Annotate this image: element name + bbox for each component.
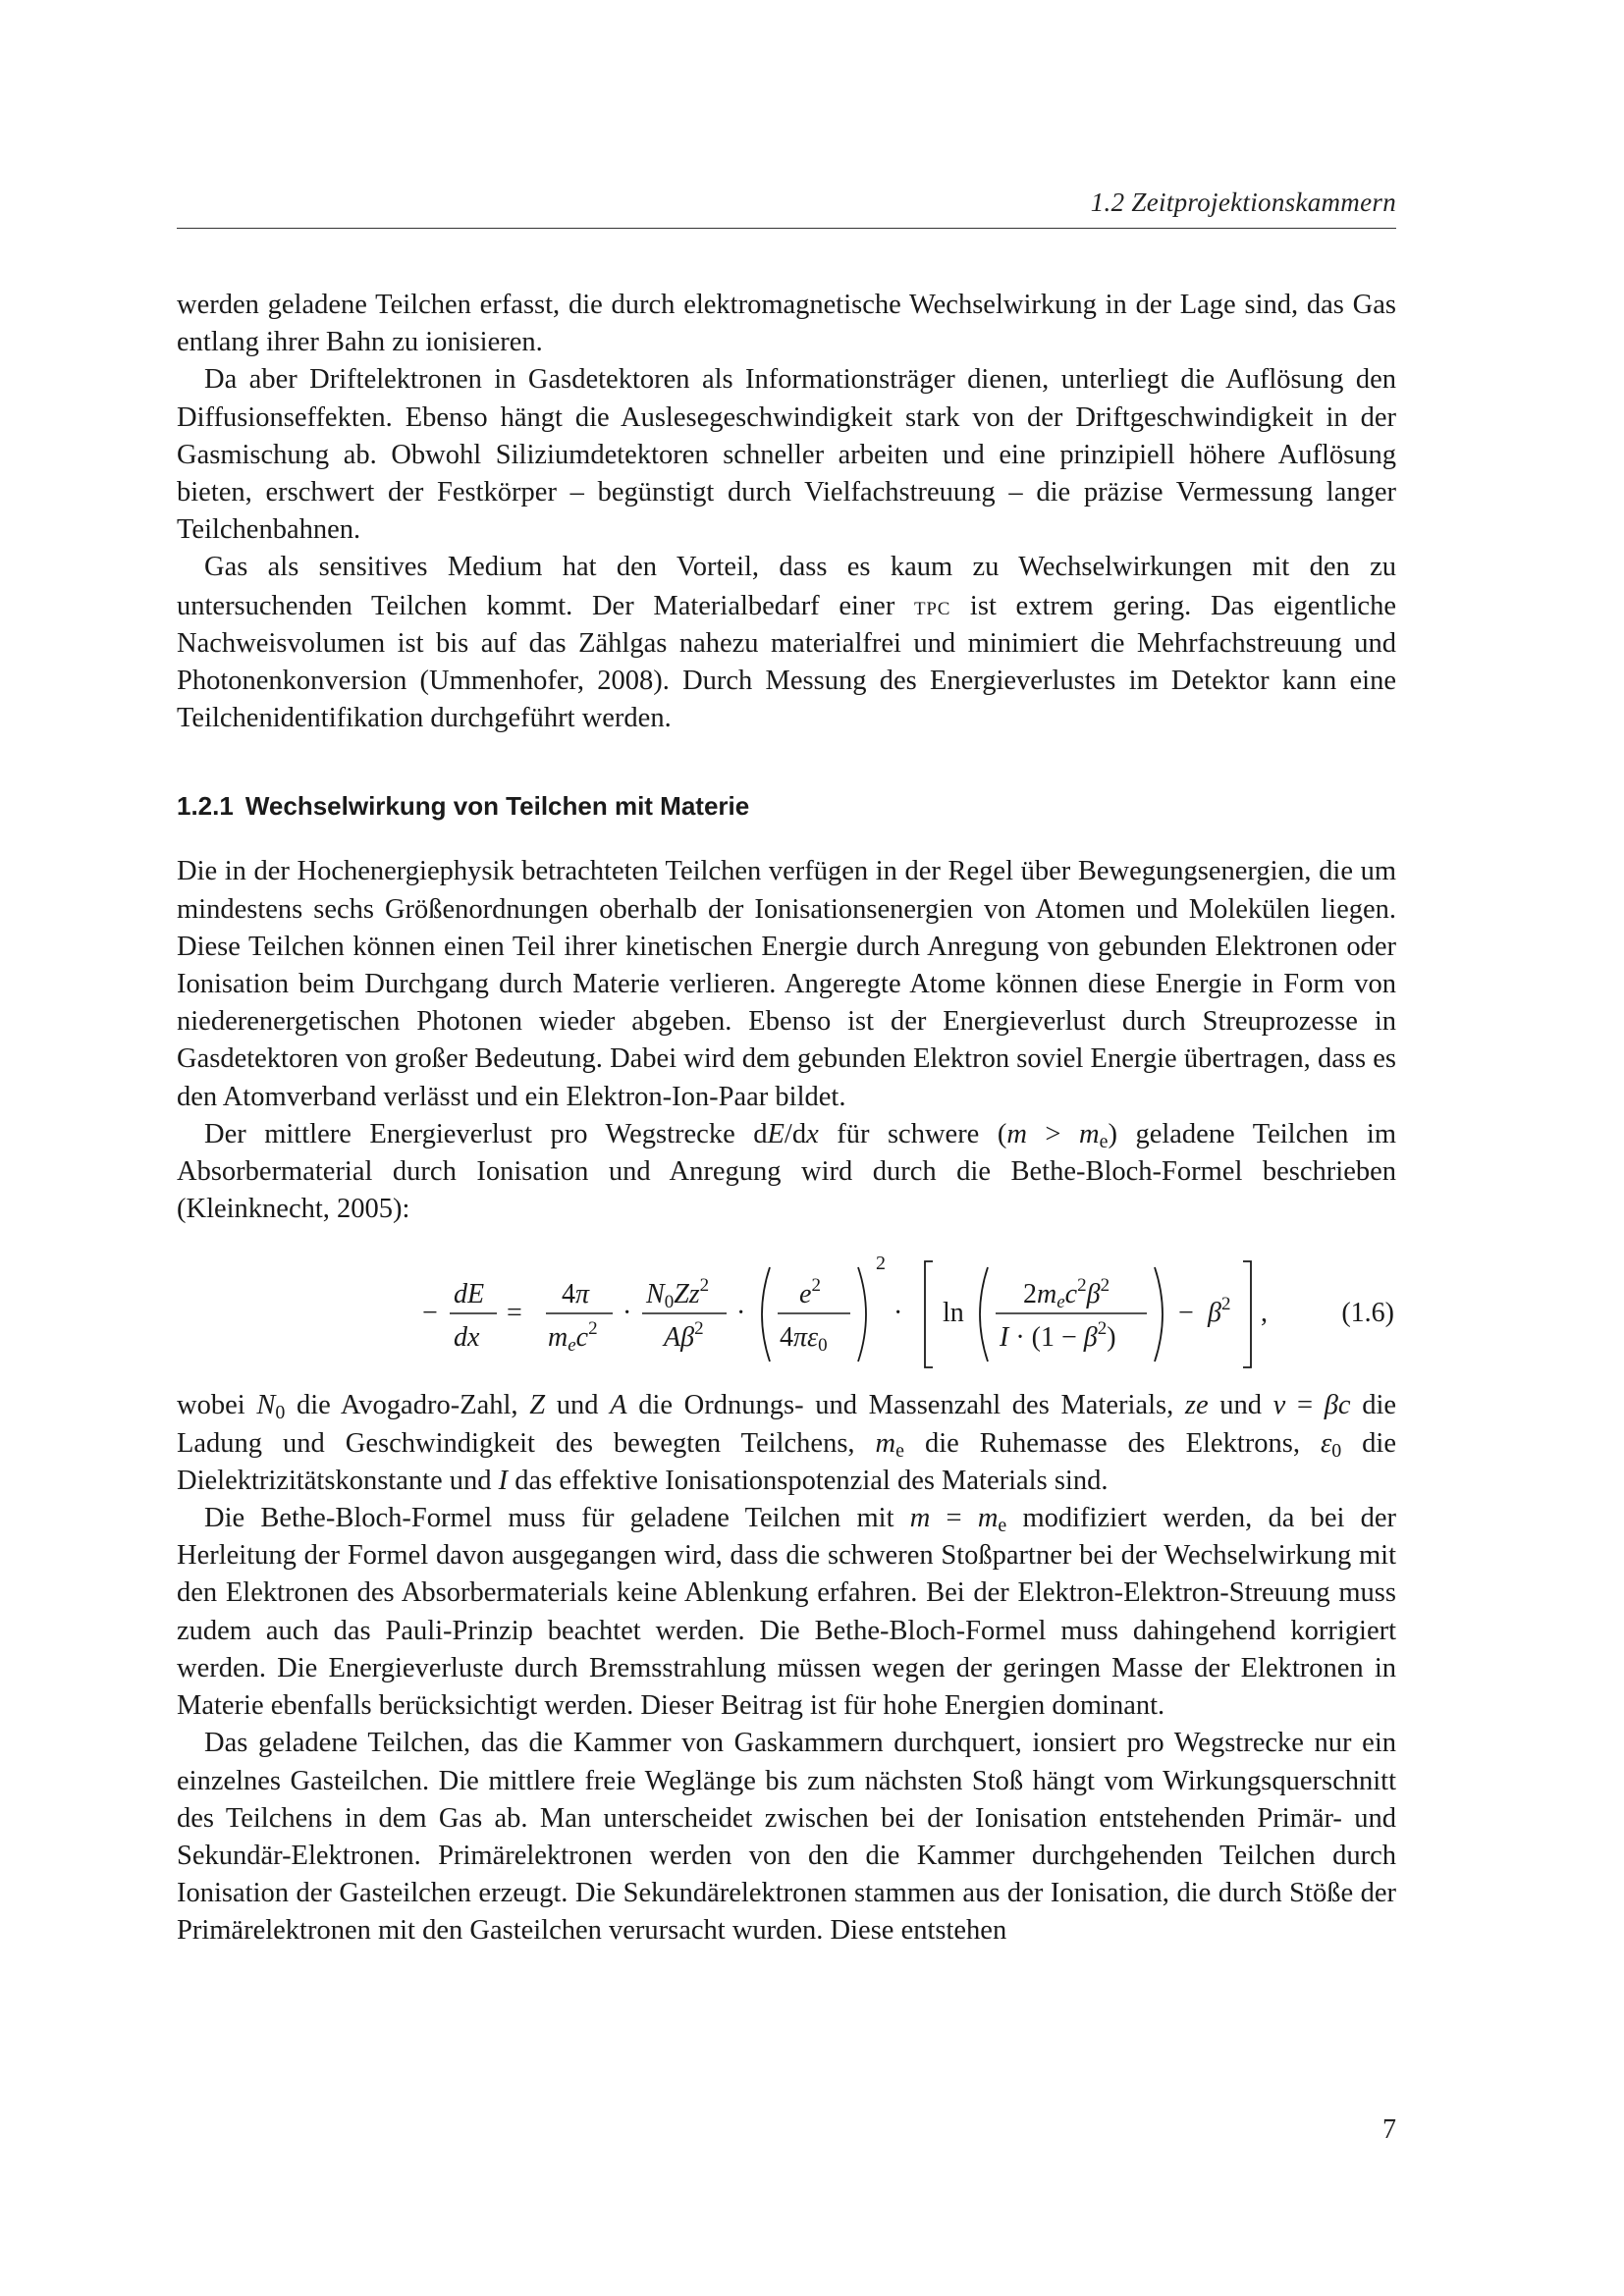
section-title: Wechselwirkung von Teilchen mit Materie [244,791,750,822]
svg-text:2: 2 [876,1253,886,1275]
svg-text:·: · [893,1298,903,1329]
svg-text:N0Zz2: N0Zz$^2$ [646,1275,710,1313]
svg-text:·: · [623,1298,632,1329]
svg-text:,: , [1261,1298,1268,1329]
paragraph: Das geladene Teilchen, das die Kammer von Gaskammern durchquert, ionsiert pro Wegstrecke nur ein einzelnes Gasteilchen. Die mittlere freie Weglänge bis zum nächsten Stoß hängt vom Wirkungsquerschnitt des Teilchens in dem Gas ab. Man unterscheidet zwischen bei der Ionisation entstehenden Primär- und Sekundär-Elektronen. Primärelektronen werden von den die Kammer durchgehenden Teilchen durch Ionisation der Gasteilchen erzeugt. Die Sekundärelektronen stammen aus der Ionisation, die durch Stöße der Primärelektronen mit den Gasteilchen verursacht wurden. Diese entstehen [177,1728,1396,1947]
svg-text:dE: dE [454,1279,485,1310]
svg-text:β2: $\beta^2$ [1208,1294,1231,1329]
paragraph: Die in der Hochenergiephysik betrachteten Teilchen verfügen in der Regel über Bewegungsenergien, die um mindestens sechs Größenordnungen oberhalb der Ionisationsenergien von Atomen und Molekülen liegen. Diese Teilchen können einen Teil ihrer kinetischen Energie durch Anregung von gebunden Elektronen oder Ionisation beim Durchgang durch Materie verlieren. Angeregte Atome können diese Energie in Form von niederenergetischen Photonen wieder abgeben. Ebenso ist der Energieverlust durch Streuprozesse in Gasdetektoren von großer Bedeutung. Dabei wird dem gebunden Elektron soviel Energie übertragen, dass es den Atomverband verlässt und ein Elektron-Ion-Paar bildet. [177,856,1396,1112]
abbreviation-tpc: tpc [914,590,951,620]
paragraph: Da aber Driftelektronen in Gasdetektoren als Informationsträger dienen, unterliegt die Auflösung den Diffusionseffekten. Ebenso hängt die Auslesegeschwindigkeit stark von der Driftgeschwindigkeit in der Gasmischung ab. Obwohl Siliziumdetektoren schneller arbeiten und eine prinzipiell höhere Auflösung bieten, erschwert der Festkörper – begünstigt durch Vielfachstreuung – die präzise Vermessung langer Teilchenbahnen. [177,364,1396,546]
svg-text:−: − [1178,1298,1194,1329]
page-number: 7 [1382,2114,1396,2145]
paragraph: Der mittlere Energieverlust pro Wegstrecke dE/dx für schwere $(m > m_e)$ geladene Teilchen im Absorbermaterial durch Ionisation und Anregung wird durch die Bethe-Bloch-Formel beschrieben (Kleinknecht, 2005): [177,1118,1396,1225]
main-text [177,287,1396,1950]
svg-text:4πε0: 4πε0 [780,1322,828,1357]
svg-text:mec2: mec$^2$ [548,1318,598,1357]
svg-text:4π: 4π [562,1279,590,1310]
bethe-bloch-equation [177,1240,1396,1377]
equation-number: (1.6) [1341,1298,1394,1329]
paragraph: werden geladene Teilchen erfasst, die durch elektromagnetische Wechselwirkung in der Lage sind, das Gas entlang ihrer Bahn zu ionisieren. [177,290,1396,358]
svg-text:Aβ2: $A\beta^2$ [664,1318,704,1354]
svg-text:e2: $e^2$ [799,1275,821,1310]
paragraph: wobei $N_0$ die Avogadro-Zahl, Z und A die Ordnungs- und Massenzahl des Materials, ze und v = βc die Ladung und Geschwindigkeit des bewegten Teilchens, $m_e$ die Ruhemasse des Elektrons, $\varepsilon_0$ die Dielektrizitätskonstante und I das effektive Ionisationspotenzial des Materials sind. [177,1390,1397,1496]
paragraph: Gas als sensitives Medium hat den Vorteil, dass es kaum zu Wechselwirkungen mit den zu untersuchenden Teilchen kommt. Der Materialbedarf einer tpc ist extrem gering. Das eigentliche Nachweisvolumen ist bis auf das Zählgas nahezu materialfrei und minimiert die Mehrfachstreuung und Photonenkonversion (Ummenhofer, 2008). Durch Messung des Energieverlustes im Detektor kann eine Teilchenidentifikation durchgeführt werden. [177,552,1396,734]
section-heading [177,788,1396,824]
svg-text:I · (1 − β2): $I \cdot (1 - \beta^2)$ [1000,1318,1116,1354]
svg-text:2mec2β2: $2mec^2\beta^2$ [1023,1275,1110,1313]
svg-text:dx: dx [454,1322,480,1354]
svg-text:·: · [736,1298,746,1329]
paragraph: Die Bethe-Bloch-Formel muss für geladene Teilchen mit $m = m_e$ modifiziert werden, da bei der Herleitung der Formel davon ausgegangen wird, dass die schweren Stoßpartner bei der Wechselwirkung mit den Elektronen des Absorbermaterials keine Ablenkung erfahren. Bei der Elektron-Elektron-Streuung muss zudem auch das Pauli-Prinzip beachtet werden. Die Bethe-Bloch-Formel muss dahingehend korrigiert werden. Die Energieverluste durch Bremsstrahlung müssen wegen der geringen Masse der Elektronen in Materie ebenfalls berücksichtigt werden. Dieser Beitrag ist für hohe Energien dominant. [177,1503,1397,1722]
svg-text:ln: ln [943,1298,964,1329]
running-head: 1.2 Zeitprojektionskammern [177,185,1396,229]
svg-text:=: = [507,1298,522,1329]
svg-text:−: − [422,1298,438,1329]
section-number: 1.2.1 [177,791,234,822]
